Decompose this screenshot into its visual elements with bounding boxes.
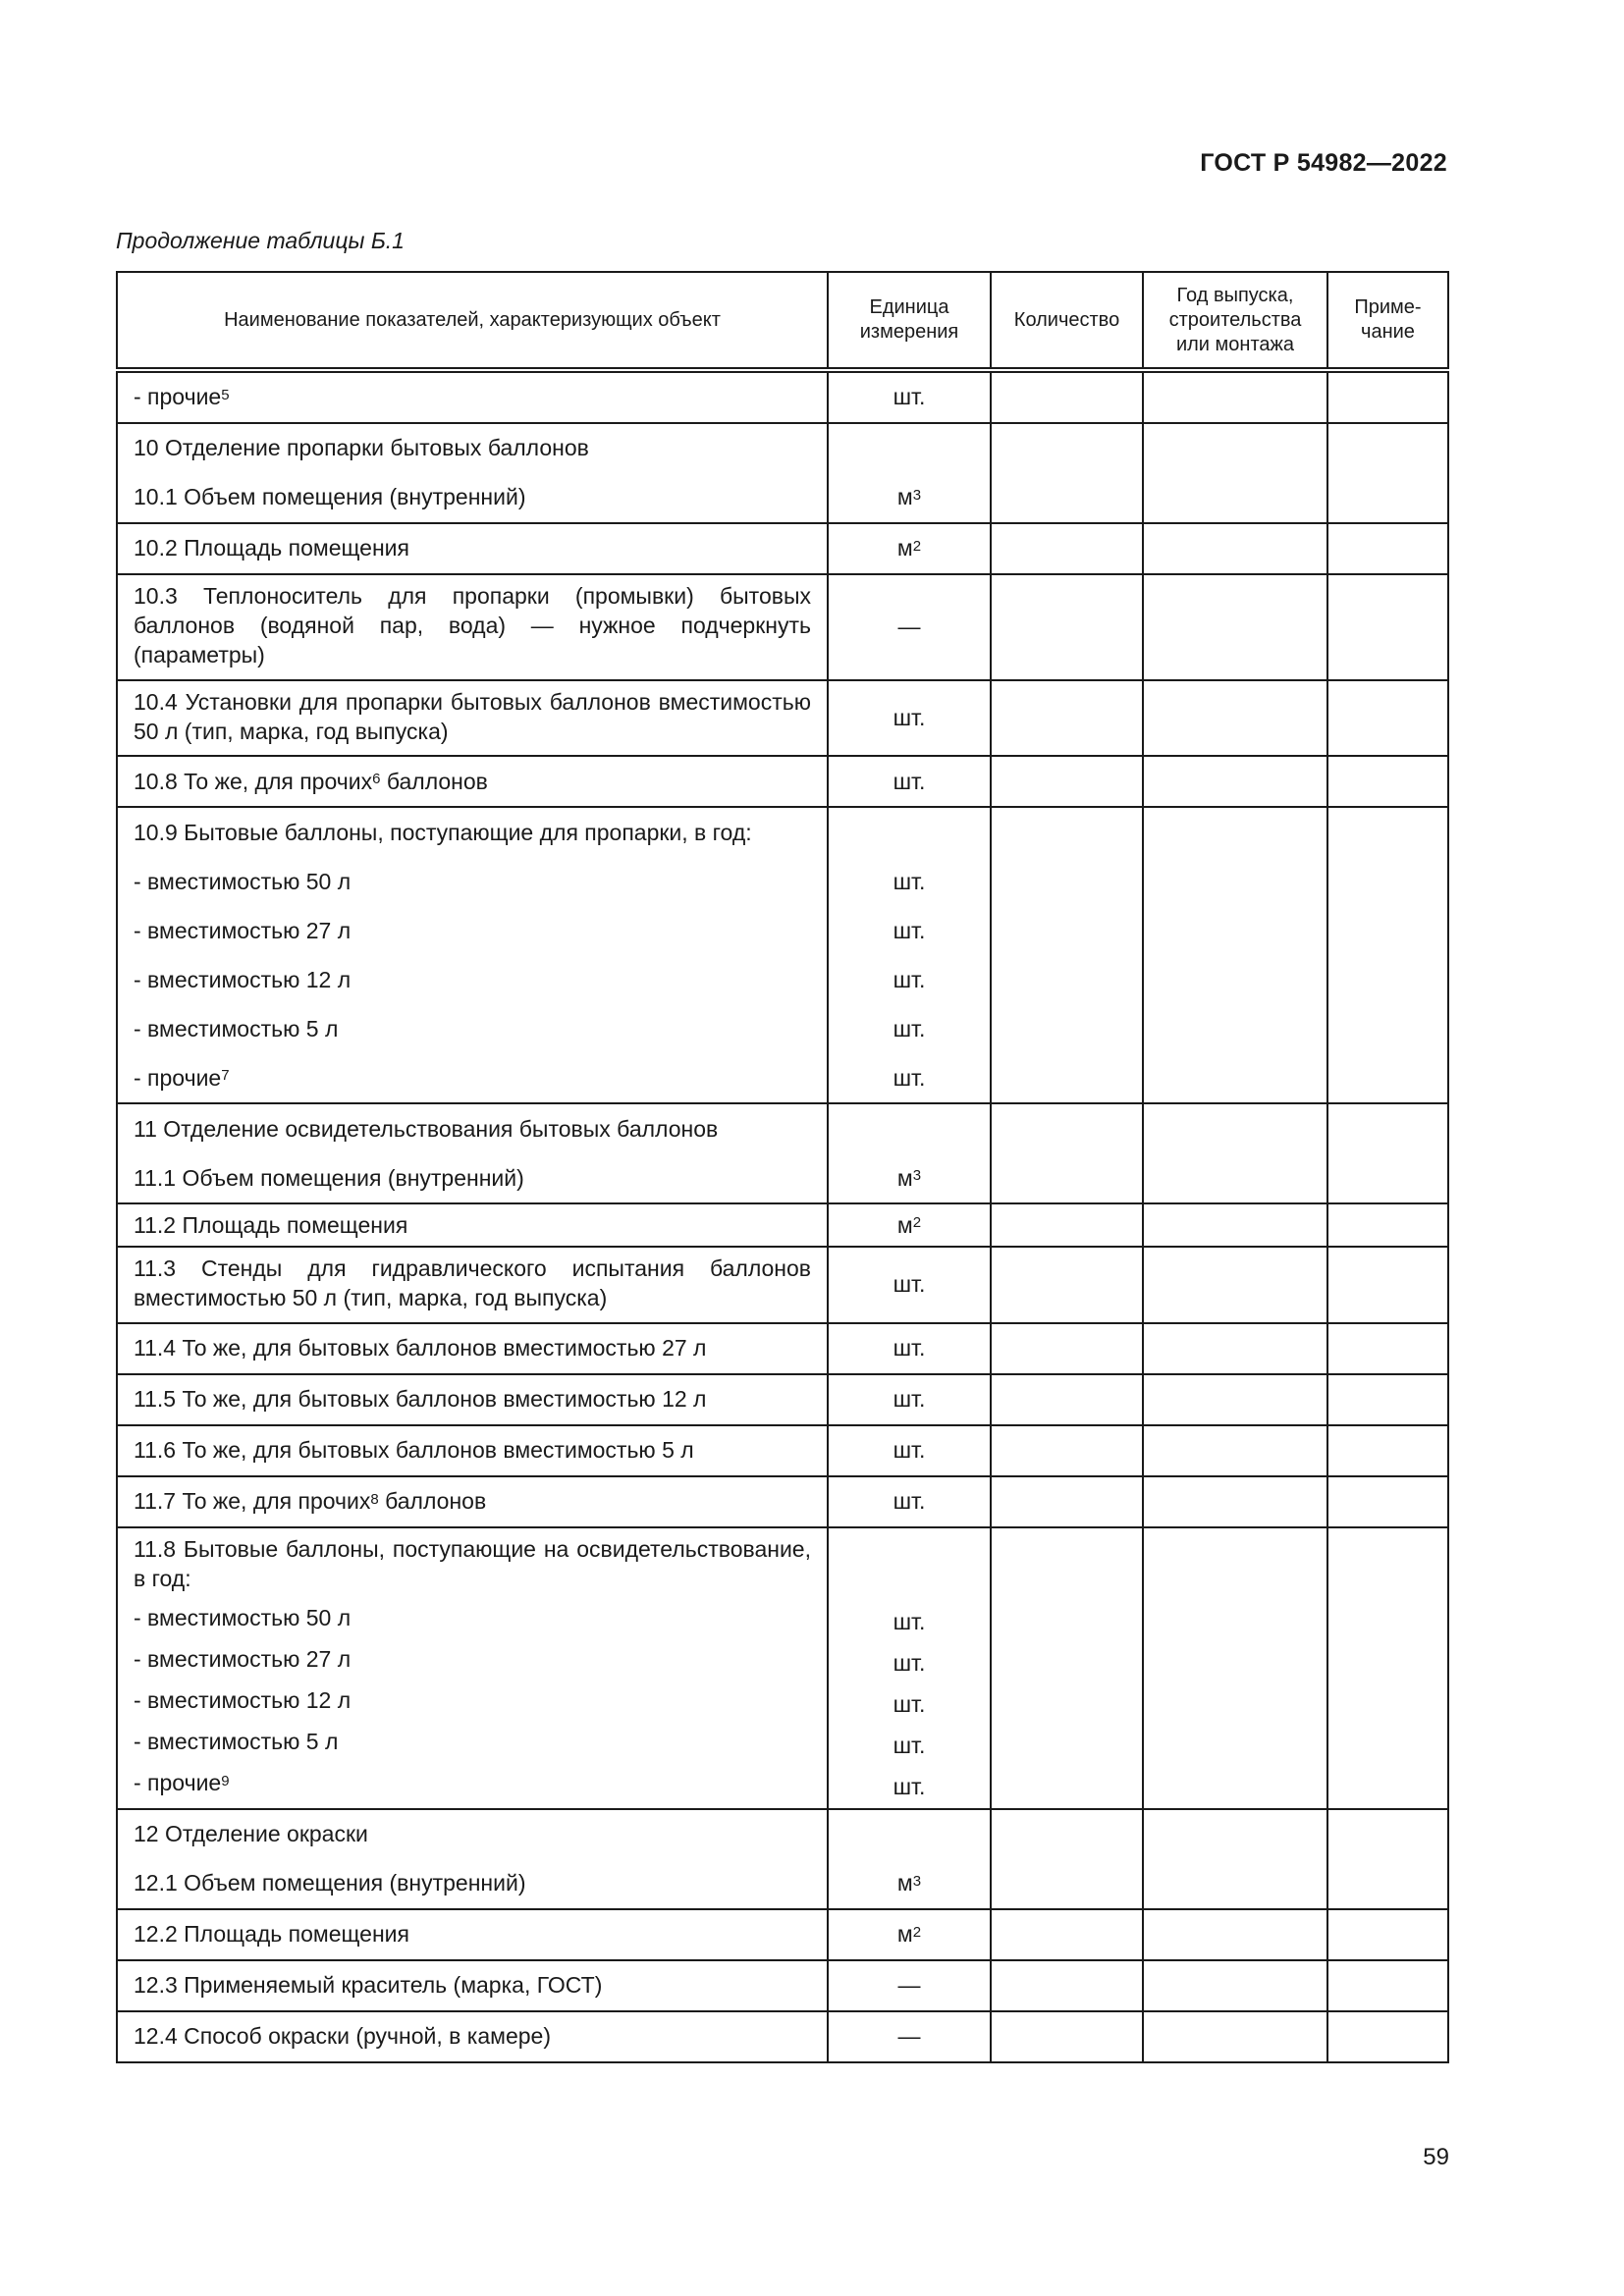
row-unit: шт. <box>828 1247 991 1323</box>
row-unit: шт. шт. шт. шт. шт. <box>828 1527 991 1809</box>
row-unit: м $^2$ <box>828 523 991 574</box>
qty-cell <box>991 1425 1143 1476</box>
row-name <box>117 423 828 523</box>
qty-cell <box>991 423 1143 523</box>
qty-cell <box>991 1476 1143 1527</box>
indicators-table <box>116 271 1449 2063</box>
table-row <box>117 1909 1448 1960</box>
section-heading: 11 Отделение освидетельствования бытовых баллонов <box>134 1115 719 1142</box>
header-quantity: Количество <box>991 272 1143 370</box>
table-caption: Продолжение таблицы Б.1 <box>116 228 405 253</box>
note-cell <box>1327 756 1448 807</box>
note-cell <box>1327 807 1448 1103</box>
row-unit: м $^2$ <box>828 1203 991 1247</box>
row-unit: — <box>828 574 991 680</box>
qty-cell <box>991 680 1143 757</box>
section-heading: 12 Отделение окраски <box>134 1821 368 1847</box>
year-cell <box>1143 680 1327 757</box>
table-row <box>117 680 1448 757</box>
year-cell <box>1143 1909 1327 1960</box>
list-item: - вместимостью 50 л <box>134 868 352 894</box>
section-heading: 10 Отделение пропарки бытовых баллонов <box>134 435 589 461</box>
qty-cell <box>991 1203 1143 1247</box>
note-cell <box>1327 680 1448 757</box>
list-item: - вместимостью 27 л <box>134 1646 352 1673</box>
qty-cell <box>991 1809 1143 1909</box>
row-name: 12.4 Способ окраски (ручной, в камере) <box>117 2011 828 2062</box>
row-name: 12.2 Площадь помещения <box>117 1909 828 1960</box>
table-row <box>117 1960 1448 2011</box>
row-unit: шт. шт. шт. шт. шт. <box>828 807 991 1103</box>
qty-cell <box>991 1247 1143 1323</box>
note-cell <box>1327 1203 1448 1247</box>
header-name: Наименование показателей, характеризующих объект <box>117 272 828 370</box>
qty-cell <box>991 1374 1143 1425</box>
note-cell <box>1327 1960 1448 2011</box>
note-cell <box>1327 523 1448 574</box>
list-item: - вместимостью 5 л <box>134 1015 339 1041</box>
note-cell <box>1327 1425 1448 1476</box>
table-row <box>117 807 1448 1103</box>
row-unit: м $^3$ <box>828 1103 991 1203</box>
qty-cell <box>991 523 1143 574</box>
year-cell <box>1143 1960 1327 2011</box>
qty-cell <box>991 1527 1143 1809</box>
note-cell <box>1327 1247 1448 1323</box>
table-row <box>117 1247 1448 1323</box>
year-cell <box>1143 807 1327 1103</box>
table-row <box>117 574 1448 680</box>
qty-cell <box>991 1323 1143 1374</box>
row-unit: м $^2$ <box>828 1909 991 1960</box>
qty-cell <box>991 370 1143 423</box>
note-cell <box>1327 1909 1448 1960</box>
row-unit: — <box>828 2011 991 2062</box>
year-cell <box>1143 2011 1327 2062</box>
year-cell <box>1143 574 1327 680</box>
table-row <box>117 1374 1448 1425</box>
table-row <box>117 1476 1448 1527</box>
row-text: - прочие <box>134 384 222 410</box>
row-unit: шт. <box>828 1425 991 1476</box>
row-name: 11 Отделение освидетельствования бытовых баллонов 11.1 Объем помещения (внутренний) <box>117 1103 828 1203</box>
year-cell <box>1143 756 1327 807</box>
table-row <box>117 1425 1448 1476</box>
year-cell <box>1143 1103 1327 1203</box>
note-cell <box>1327 1476 1448 1527</box>
row-unit: м $^3$ <box>828 1809 991 1909</box>
qty-cell <box>991 2011 1143 2062</box>
year-cell <box>1143 423 1327 523</box>
list-item: - вместимостью 5 л <box>134 1729 339 1755</box>
year-cell <box>1143 1425 1327 1476</box>
row-name: 11.2 Площадь помещения <box>117 1203 828 1247</box>
year-cell <box>1143 1247 1327 1323</box>
row-name: 12.3 Применяемый краситель (марка, ГОСТ) <box>117 1960 828 2011</box>
note-cell <box>1327 1103 1448 1203</box>
document-code: ГОСТ Р 54982—2022 <box>1200 149 1447 177</box>
table-row <box>117 1809 1448 1909</box>
year-cell <box>1143 370 1327 423</box>
row-unit: шт. <box>828 370 991 423</box>
row-name: 11.7 То же, для прочих $^8$ баллонов <box>117 1476 828 1527</box>
table-row <box>117 1323 1448 1374</box>
table-row <box>117 423 1448 523</box>
row-name: 11.5 То же, для бытовых баллонов вместимостью 12 л <box>117 1374 828 1425</box>
table-header-row <box>117 272 1448 370</box>
list-item: - вместимостью 12 л <box>134 966 352 992</box>
note-cell <box>1327 370 1448 423</box>
qty-cell <box>991 1960 1143 2011</box>
row-unit: шт. <box>828 1323 991 1374</box>
note-cell <box>1327 423 1448 523</box>
qty-cell <box>991 574 1143 680</box>
row-name: 10.4 Установки для пропарки бытовых баллонов вместимостью 50 л (тип, марка, год выпуска) <box>117 680 828 757</box>
year-cell <box>1143 1809 1327 1909</box>
year-cell <box>1143 523 1327 574</box>
row-name: 10.2 Площадь помещения <box>117 523 828 574</box>
list-item: - прочие $^9$ <box>134 1770 230 1796</box>
row-name: - прочие $^5$ <box>117 370 828 423</box>
qty-cell <box>991 807 1143 1103</box>
note-cell <box>1327 574 1448 680</box>
row-unit: шт. <box>828 1476 991 1527</box>
row-text: 10.1 Объем помещения (внутренний) <box>134 484 526 510</box>
note-cell <box>1327 1323 1448 1374</box>
qty-cell <box>991 1909 1143 1960</box>
table-row <box>117 1527 1448 1809</box>
table-row <box>117 370 1448 423</box>
table-row <box>117 756 1448 807</box>
note-cell <box>1327 1527 1448 1809</box>
table-row <box>117 2011 1448 2062</box>
list-item: - вместимостью 50 л <box>134 1605 352 1631</box>
row-unit: — <box>828 1960 991 2011</box>
qty-cell <box>991 1103 1143 1203</box>
qty-cell <box>991 756 1143 807</box>
note-cell <box>1327 1809 1448 1909</box>
year-cell <box>1143 1527 1327 1809</box>
list-item: - вместимостью 12 л <box>134 1687 352 1714</box>
row-name: 12 Отделение окраски 12.1 Объем помещения (внутренний) <box>117 1809 828 1909</box>
note-cell <box>1327 2011 1448 2062</box>
header-unit: Единица измерения <box>828 272 991 370</box>
header-note: Приме-чание <box>1327 272 1448 370</box>
year-cell <box>1143 1323 1327 1374</box>
row-name: 11.4 То же, для бытовых баллонов вместимостью 27 л <box>117 1323 828 1374</box>
row-name: 10.9 Бытовые баллоны, поступающие для пропарки, в год: - вместимостью 50 л - вместимостью 27 л - вместимостью 12 л - вместимостью 5 л - прочие $^7$ <box>117 807 828 1103</box>
row-name: 11.6 То же, для бытовых баллонов вместимостью 5 л <box>117 1425 828 1476</box>
page-number: 59 <box>1423 2144 1449 2170</box>
row-unit: шт. <box>828 1374 991 1425</box>
table-row <box>117 1103 1448 1203</box>
table-row <box>117 523 1448 574</box>
table-row <box>117 1203 1448 1247</box>
list-item: - прочие $^7$ <box>134 1064 230 1091</box>
row-unit: шт. <box>828 680 991 757</box>
note-cell <box>1327 1374 1448 1425</box>
row-unit: м $^3$ <box>828 423 991 523</box>
row-unit: шт. <box>828 756 991 807</box>
row-name: 11.8 Бытовые баллоны, поступающие на освидетельствование, в год: - вместимостью 50 л - вместимостью 27 л - вместимостью 12 л - вместимостью 5 л - прочие $^9$ <box>117 1527 828 1809</box>
row-name: 10.3 Теплоноситель для пропарки (промывки) бытовых баллонов (водяной пар, вода) — нужное подчеркнуть (параметры) <box>117 574 828 680</box>
year-cell <box>1143 1203 1327 1247</box>
row-name: 11.3 Стенды для гидравлического испытания баллонов вместимостью 50 л (тип, марка, год выпуска) <box>117 1247 828 1323</box>
year-cell <box>1143 1476 1327 1527</box>
list-item: - вместимостью 27 л <box>134 917 352 943</box>
year-cell <box>1143 1374 1327 1425</box>
header-year: Год выпуска, строительства или монтажа <box>1143 272 1327 370</box>
row-name: 10.8 То же, для прочих $^6$ баллонов <box>117 756 828 807</box>
